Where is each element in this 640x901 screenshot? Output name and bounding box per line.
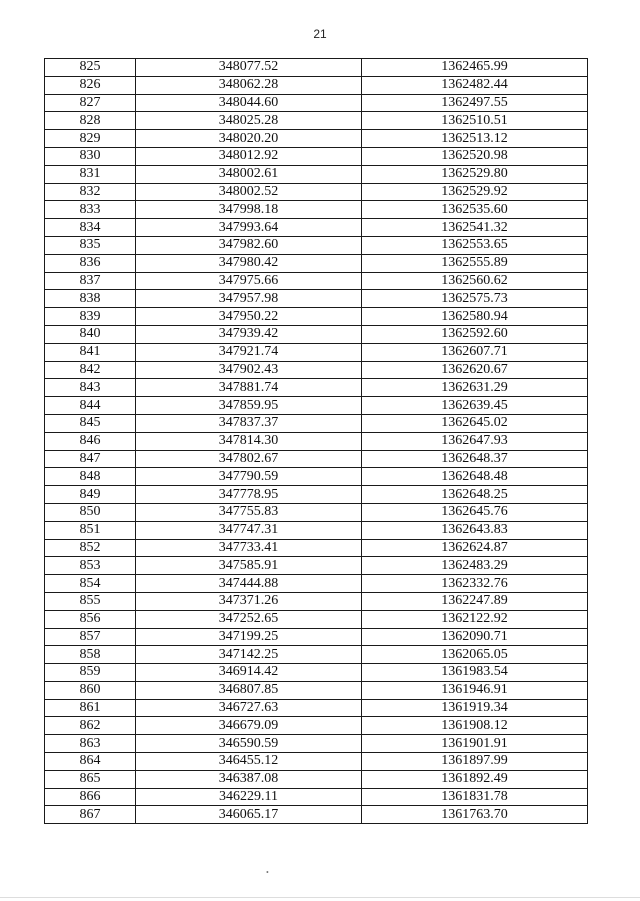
x-coordinate-cell: 348025.28 xyxy=(136,112,362,130)
point-number-cell: 829 xyxy=(45,130,136,148)
x-coordinate-cell: 347444.88 xyxy=(136,575,362,593)
page-bottom-edge xyxy=(0,897,640,898)
x-coordinate-cell: 347980.42 xyxy=(136,254,362,272)
point-number-cell: 850 xyxy=(45,503,136,521)
point-number-cell: 854 xyxy=(45,575,136,593)
table-row xyxy=(45,76,588,94)
table-row xyxy=(45,112,588,130)
x-coordinate-cell: 347755.83 xyxy=(136,503,362,521)
y-coordinate-cell: 1362513.12 xyxy=(362,130,588,148)
x-coordinate-cell: 347921.74 xyxy=(136,343,362,361)
y-coordinate-cell: 1362607.71 xyxy=(362,343,588,361)
point-number-cell: 858 xyxy=(45,646,136,664)
point-number-cell: 848 xyxy=(45,468,136,486)
table-row xyxy=(45,557,588,575)
table-row xyxy=(45,236,588,254)
x-coordinate-cell: 346727.63 xyxy=(136,699,362,717)
table-row xyxy=(45,450,588,468)
y-coordinate-cell: 1362648.25 xyxy=(362,486,588,504)
point-number-cell: 836 xyxy=(45,254,136,272)
table-row xyxy=(45,628,588,646)
table-row xyxy=(45,575,588,593)
point-number-cell: 846 xyxy=(45,432,136,450)
y-coordinate-cell: 1362555.89 xyxy=(362,254,588,272)
table-row xyxy=(45,272,588,290)
page-number: 21 xyxy=(313,27,327,41)
point-number-cell: 837 xyxy=(45,272,136,290)
point-number-cell: 839 xyxy=(45,308,136,326)
x-coordinate-cell: 347881.74 xyxy=(136,379,362,397)
y-coordinate-cell: 1362624.87 xyxy=(362,539,588,557)
point-number-cell: 827 xyxy=(45,94,136,112)
table-row xyxy=(45,432,588,450)
x-coordinate-cell: 346679.09 xyxy=(136,717,362,735)
table-row xyxy=(45,201,588,219)
point-number-cell: 841 xyxy=(45,343,136,361)
table-row xyxy=(45,806,588,824)
table-row xyxy=(45,717,588,735)
point-number-cell: 842 xyxy=(45,361,136,379)
x-coordinate-cell: 347902.43 xyxy=(136,361,362,379)
y-coordinate-cell: 1361831.78 xyxy=(362,788,588,806)
y-coordinate-cell: 1362332.76 xyxy=(362,575,588,593)
table-row xyxy=(45,397,588,415)
point-number-cell: 865 xyxy=(45,770,136,788)
point-number-cell: 852 xyxy=(45,539,136,557)
x-coordinate-cell: 347837.37 xyxy=(136,414,362,432)
x-coordinate-cell: 347802.67 xyxy=(136,450,362,468)
y-coordinate-cell: 1362465.99 xyxy=(362,59,588,77)
table-row xyxy=(45,503,588,521)
y-coordinate-cell: 1362648.37 xyxy=(362,450,588,468)
x-coordinate-cell: 347371.26 xyxy=(136,592,362,610)
point-number-cell: 825 xyxy=(45,59,136,77)
point-number-cell: 856 xyxy=(45,610,136,628)
table-row xyxy=(45,468,588,486)
y-coordinate-cell: 1362520.98 xyxy=(362,147,588,165)
point-number-cell: 864 xyxy=(45,753,136,771)
point-number-cell: 853 xyxy=(45,557,136,575)
table-row xyxy=(45,325,588,343)
point-number-cell: 843 xyxy=(45,379,136,397)
x-coordinate-cell: 347199.25 xyxy=(136,628,362,646)
x-coordinate-cell: 347585.91 xyxy=(136,557,362,575)
x-coordinate-cell: 347747.31 xyxy=(136,521,362,539)
y-coordinate-cell: 1361901.91 xyxy=(362,735,588,753)
y-coordinate-cell: 1361763.70 xyxy=(362,806,588,824)
point-number-cell: 826 xyxy=(45,76,136,94)
x-coordinate-cell: 347814.30 xyxy=(136,432,362,450)
y-coordinate-cell: 1362560.62 xyxy=(362,272,588,290)
table-row xyxy=(45,681,588,699)
x-coordinate-cell: 348062.28 xyxy=(136,76,362,94)
point-number-cell: 844 xyxy=(45,397,136,415)
y-coordinate-cell: 1362529.80 xyxy=(362,165,588,183)
y-coordinate-cell: 1362592.60 xyxy=(362,325,588,343)
y-coordinate-cell: 1362482.44 xyxy=(362,76,588,94)
x-coordinate-cell: 346914.42 xyxy=(136,664,362,682)
x-coordinate-cell: 347975.66 xyxy=(136,272,362,290)
x-coordinate-cell: 346455.12 xyxy=(136,753,362,771)
point-number-cell: 860 xyxy=(45,681,136,699)
table-row xyxy=(45,343,588,361)
point-number-cell: 828 xyxy=(45,112,136,130)
y-coordinate-cell: 1362497.55 xyxy=(362,94,588,112)
table-row xyxy=(45,610,588,628)
x-coordinate-cell: 347957.98 xyxy=(136,290,362,308)
x-coordinate-cell: 348002.61 xyxy=(136,165,362,183)
y-coordinate-cell: 1362090.71 xyxy=(362,628,588,646)
point-number-cell: 849 xyxy=(45,486,136,504)
y-coordinate-cell: 1361946.91 xyxy=(362,681,588,699)
point-number-cell: 834 xyxy=(45,219,136,237)
y-coordinate-cell: 1361897.99 xyxy=(362,753,588,771)
x-coordinate-cell: 348020.20 xyxy=(136,130,362,148)
point-number-cell: 832 xyxy=(45,183,136,201)
table-row xyxy=(45,539,588,557)
table-row xyxy=(45,147,588,165)
table-row xyxy=(45,94,588,112)
table-row xyxy=(45,592,588,610)
table-row xyxy=(45,486,588,504)
y-coordinate-cell: 1362247.89 xyxy=(362,592,588,610)
point-number-cell: 862 xyxy=(45,717,136,735)
y-coordinate-cell: 1361908.12 xyxy=(362,717,588,735)
point-number-cell: 831 xyxy=(45,165,136,183)
x-coordinate-cell: 347950.22 xyxy=(136,308,362,326)
y-coordinate-cell: 1362553.65 xyxy=(362,236,588,254)
y-coordinate-cell: 1362541.32 xyxy=(362,219,588,237)
x-coordinate-cell: 347790.59 xyxy=(136,468,362,486)
x-coordinate-cell: 347142.25 xyxy=(136,646,362,664)
y-coordinate-cell: 1362647.93 xyxy=(362,432,588,450)
x-coordinate-cell: 348077.52 xyxy=(136,59,362,77)
y-coordinate-cell: 1362575.73 xyxy=(362,290,588,308)
table-row xyxy=(45,130,588,148)
y-coordinate-cell: 1361983.54 xyxy=(362,664,588,682)
y-coordinate-cell: 1362645.02 xyxy=(362,414,588,432)
y-coordinate-cell: 1362631.29 xyxy=(362,379,588,397)
table-row xyxy=(45,183,588,201)
table-row xyxy=(45,165,588,183)
table-row xyxy=(45,735,588,753)
point-number-cell: 847 xyxy=(45,450,136,468)
x-coordinate-cell: 348002.52 xyxy=(136,183,362,201)
point-number-cell: 857 xyxy=(45,628,136,646)
x-coordinate-cell: 346387.08 xyxy=(136,770,362,788)
point-number-cell: 863 xyxy=(45,735,136,753)
point-number-cell: 866 xyxy=(45,788,136,806)
coordinates-table-body xyxy=(45,59,588,824)
table-row xyxy=(45,290,588,308)
x-coordinate-cell: 346807.85 xyxy=(136,681,362,699)
y-coordinate-cell: 1362620.67 xyxy=(362,361,588,379)
table-row xyxy=(45,770,588,788)
y-coordinate-cell: 1362529.92 xyxy=(362,183,588,201)
x-coordinate-cell: 347982.60 xyxy=(136,236,362,254)
table-row xyxy=(45,59,588,77)
x-coordinate-cell: 347998.18 xyxy=(136,201,362,219)
y-coordinate-cell: 1362580.94 xyxy=(362,308,588,326)
x-coordinate-cell: 347939.42 xyxy=(136,325,362,343)
y-coordinate-cell: 1362535.60 xyxy=(362,201,588,219)
x-coordinate-cell: 347252.65 xyxy=(136,610,362,628)
table-row xyxy=(45,308,588,326)
scan-mark: • xyxy=(266,868,269,877)
point-number-cell: 855 xyxy=(45,592,136,610)
point-number-cell: 835 xyxy=(45,236,136,254)
x-coordinate-cell: 346065.17 xyxy=(136,806,362,824)
y-coordinate-cell: 1362643.83 xyxy=(362,521,588,539)
x-coordinate-cell: 348012.92 xyxy=(136,147,362,165)
y-coordinate-cell: 1361919.34 xyxy=(362,699,588,717)
point-number-cell: 851 xyxy=(45,521,136,539)
table-row xyxy=(45,521,588,539)
point-number-cell: 859 xyxy=(45,664,136,682)
x-coordinate-cell: 348044.60 xyxy=(136,94,362,112)
x-coordinate-cell: 347778.95 xyxy=(136,486,362,504)
table-row xyxy=(45,219,588,237)
y-coordinate-cell: 1362510.51 xyxy=(362,112,588,130)
table-row xyxy=(45,379,588,397)
point-number-cell: 861 xyxy=(45,699,136,717)
table-row xyxy=(45,788,588,806)
x-coordinate-cell: 347859.95 xyxy=(136,397,362,415)
table-row xyxy=(45,753,588,771)
point-number-cell: 867 xyxy=(45,806,136,824)
table-row xyxy=(45,361,588,379)
x-coordinate-cell: 346229.11 xyxy=(136,788,362,806)
coordinates-table xyxy=(44,58,588,824)
point-number-cell: 838 xyxy=(45,290,136,308)
table-row xyxy=(45,414,588,432)
y-coordinate-cell: 1362122.92 xyxy=(362,610,588,628)
table-row xyxy=(45,699,588,717)
point-number-cell: 840 xyxy=(45,325,136,343)
x-coordinate-cell: 347733.41 xyxy=(136,539,362,557)
y-coordinate-cell: 1361892.49 xyxy=(362,770,588,788)
y-coordinate-cell: 1362065.05 xyxy=(362,646,588,664)
x-coordinate-cell: 346590.59 xyxy=(136,735,362,753)
table-row xyxy=(45,646,588,664)
x-coordinate-cell: 347993.64 xyxy=(136,219,362,237)
y-coordinate-cell: 1362648.48 xyxy=(362,468,588,486)
point-number-cell: 833 xyxy=(45,201,136,219)
point-number-cell: 830 xyxy=(45,147,136,165)
point-number-cell: 845 xyxy=(45,414,136,432)
y-coordinate-cell: 1362639.45 xyxy=(362,397,588,415)
table-row xyxy=(45,254,588,272)
y-coordinate-cell: 1362483.29 xyxy=(362,557,588,575)
table-row xyxy=(45,664,588,682)
y-coordinate-cell: 1362645.76 xyxy=(362,503,588,521)
